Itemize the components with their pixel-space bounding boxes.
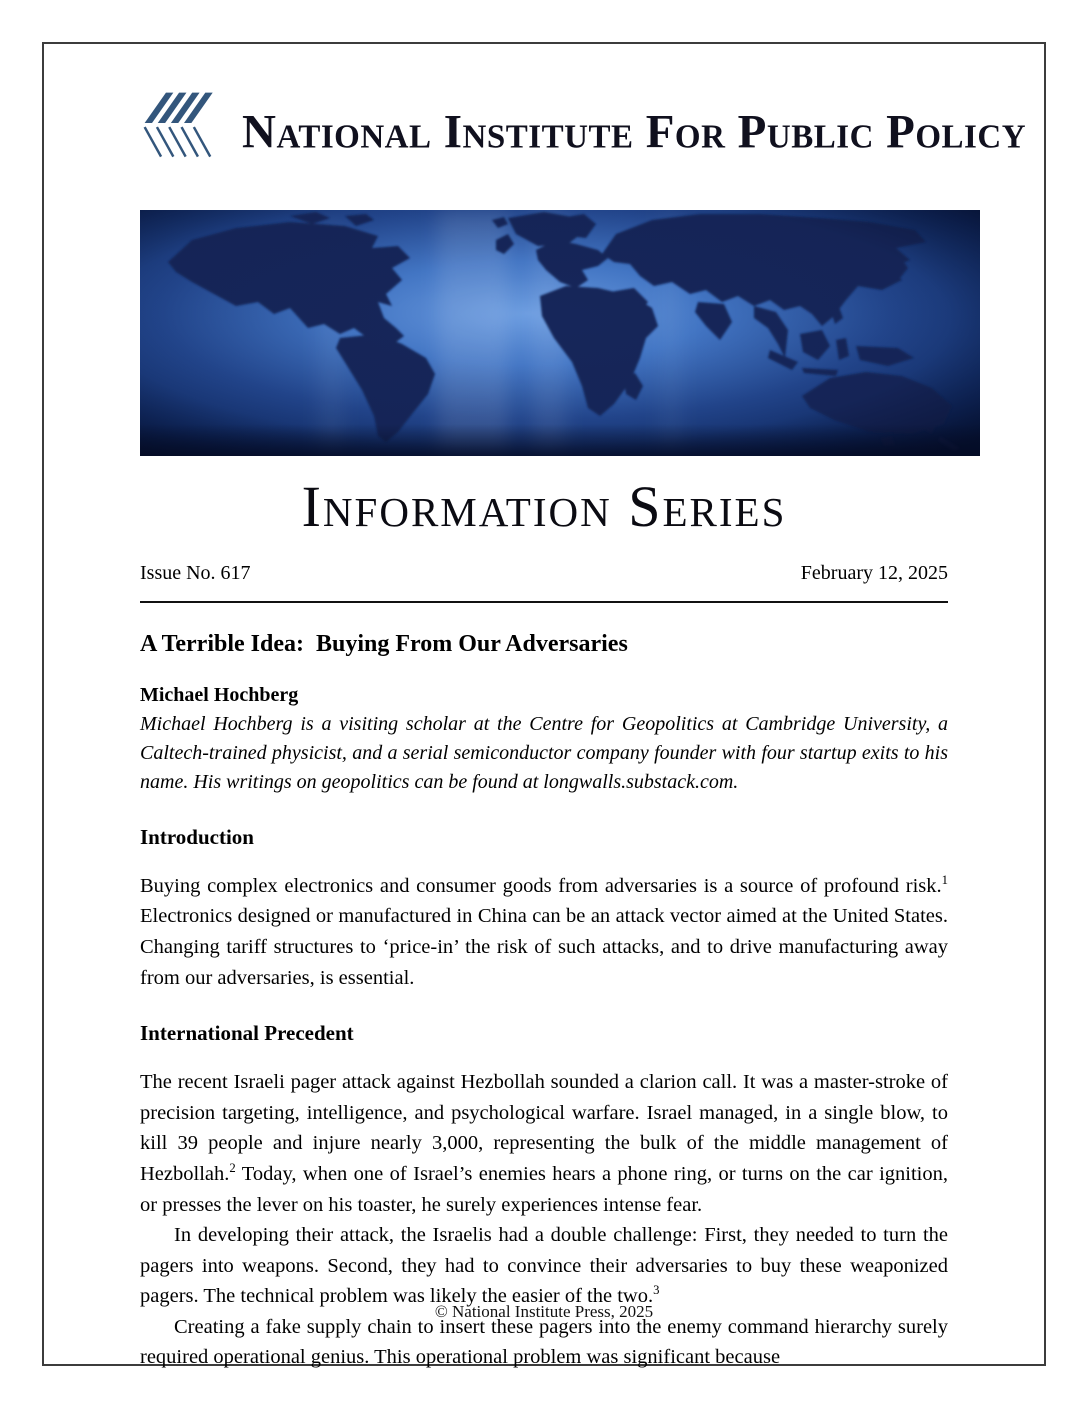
org-header [140,90,1027,174]
body-paragraph [140,1067,948,1220]
body-text: Buying complex electronics and consumer goods from adversaries is a source of profound risk. [140,874,942,897]
body-text: Today, when one of Israel’s enemies hears a phone ring, or turns on the car ignition, or presses the lever on his toaster, he surely experiences intense fear. [140,1162,948,1216]
author-name: Michael Hochberg [140,683,299,706]
issue-date: February 12, 2025 [800,561,948,584]
article-sections [140,823,948,1373]
body-text: In developing their attack, the Israelis had a double challenge: First, they needed to turn the pagers into weapons. Second, they had to convince their adversaries to buy these weaponized pagers. The technical problem was likely the easier of the two. [140,1224,948,1308]
page-sheet [42,42,1046,1369]
footnote-ref: 1 [941,872,948,887]
body-text: Electronics designed or manufactured in China can be an attack vector aimed at the United States. Changing tariff structures to ‘price-in’ the risk of such attacks, and to drive manufacturing away from our adversaries, is essential. [140,905,948,989]
issue-number: Issue No. 617 [140,561,251,584]
body-paragraph [140,1220,948,1312]
divider [140,601,948,603]
section-heading: Introduction [140,824,254,849]
issue-row [140,562,948,585]
author-bio: Michael Hochberg is a visiting scholar at the Centre for Geopolitics at Cambridge University, a Caltech-trained physicist, and a serial semiconductor company founder with four startup exits to his name. His writings on geopolitics can be found at longwalls.substack.com. [140,712,948,793]
body-text: The recent Israeli pager attack against Hezbollah sounded a clarion call. It was a master-stroke of precision targeting, intelligence, and psychological warfare. Israel managed, in a single blow, to kill 39 people and injure nearly 3,000, representing the bulk of the middle management of Hezbollah. [140,1071,948,1185]
body-text: Creating a fake supply chain to insert these pagers into the enemy command hierarchy surely required operational genius. This operational problem was significant because [140,1315,948,1369]
series-title: Information Series [301,474,787,539]
footnote-ref: 2 [229,1161,236,1176]
section-heading: International Precedent [140,1021,354,1046]
world-map-image [140,210,980,456]
article-title: A Terrible Idea: Buying From Our Adversaries [140,630,628,657]
org-logo-icon [140,91,228,173]
page-footer-copyright: © National Institute Press, 2025 [434,1302,654,1321]
footnote-ref: 3 [653,1283,660,1298]
org-name: National Institute For Public Policy [242,104,1027,159]
body-paragraph [140,871,948,993]
